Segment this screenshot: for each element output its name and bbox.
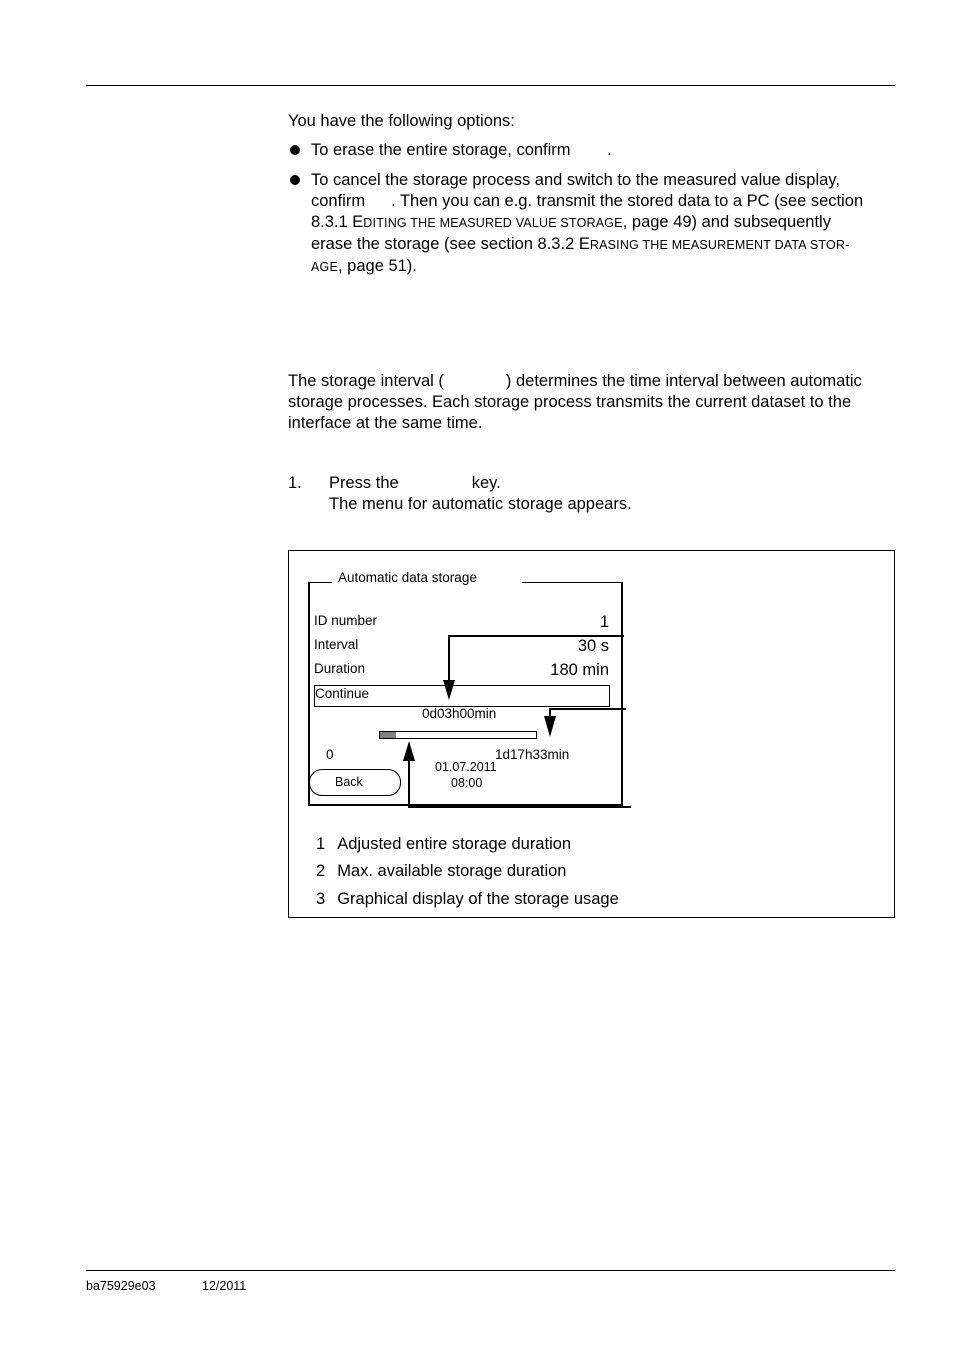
interval-value: 30 s [577, 637, 609, 655]
step-text: Press the key. The menu for automatic storage appears. [329, 474, 632, 513]
legend-item-1: 1 Adjusted entire storage duration [316, 835, 572, 853]
duration-label: Duration [314, 661, 366, 676]
legend-item-2: 2 Max. available storage duration [316, 862, 567, 880]
storage-usage-fill [380, 732, 396, 738]
bar-start-label: 0 [326, 747, 334, 762]
option-erase [311, 140, 612, 161]
step-number: 1. [288, 474, 302, 492]
option-cancel-line3: 8.3.1 EDITING THE MEASURED VALUE STORAGE, page 49) and subsequently [311, 213, 831, 231]
start-time: 08:00 [451, 776, 483, 790]
option-erase-end: . [607, 141, 612, 159]
back-button[interactable] [309, 769, 401, 796]
max-duration-value: 1d17h33min [495, 747, 570, 762]
footer-rule [86, 1270, 895, 1271]
option-cancel [311, 170, 901, 278]
bullet-icon [290, 145, 300, 155]
option-erase-text: To erase the entire storage, confirm [311, 141, 571, 159]
footer-doc-id: ba75929e03 [86, 1279, 156, 1293]
id-number-label: ID number [314, 613, 378, 628]
id-number-value: 1 [599, 613, 609, 631]
back-button-label: Back [335, 775, 363, 789]
duration-value: 180 min [550, 661, 609, 679]
header-rule [86, 85, 895, 86]
option-cancel-line2: confirm . Then you can e.g. transmit the stored data to a PC (see section [311, 192, 864, 210]
interval-paragraph: The storage interval ( ) determines the time interval between automatic storage processes. Each storage process transmits the current dataset to the interface at the same time. [288, 372, 862, 432]
continue-menu-item[interactable] [314, 685, 610, 707]
option-cancel-line5: AGE, page 51). [311, 257, 417, 275]
storage-usage-bar [379, 731, 537, 739]
footer-date: 12/2011 [202, 1279, 247, 1293]
option-cancel-line1: To cancel the storage process and switch to the measured value display, [311, 171, 840, 189]
continue-label: Continue [315, 686, 370, 701]
option-cancel-line4: erase the storage (see section 8.3.2 ERASING THE MEASUREMENT DATA STOR- [311, 235, 850, 253]
legend-item-3: 3 Graphical display of the storage usage [316, 890, 619, 908]
bullet-icon [290, 175, 300, 185]
entire-duration-value: 0d03h00min [422, 706, 497, 721]
intro-text: You have the following options: [288, 112, 515, 130]
interval-label: Interval [314, 637, 359, 652]
start-date: 01.07.2011 [435, 760, 497, 774]
screen-title: Automatic data storage [338, 570, 477, 585]
